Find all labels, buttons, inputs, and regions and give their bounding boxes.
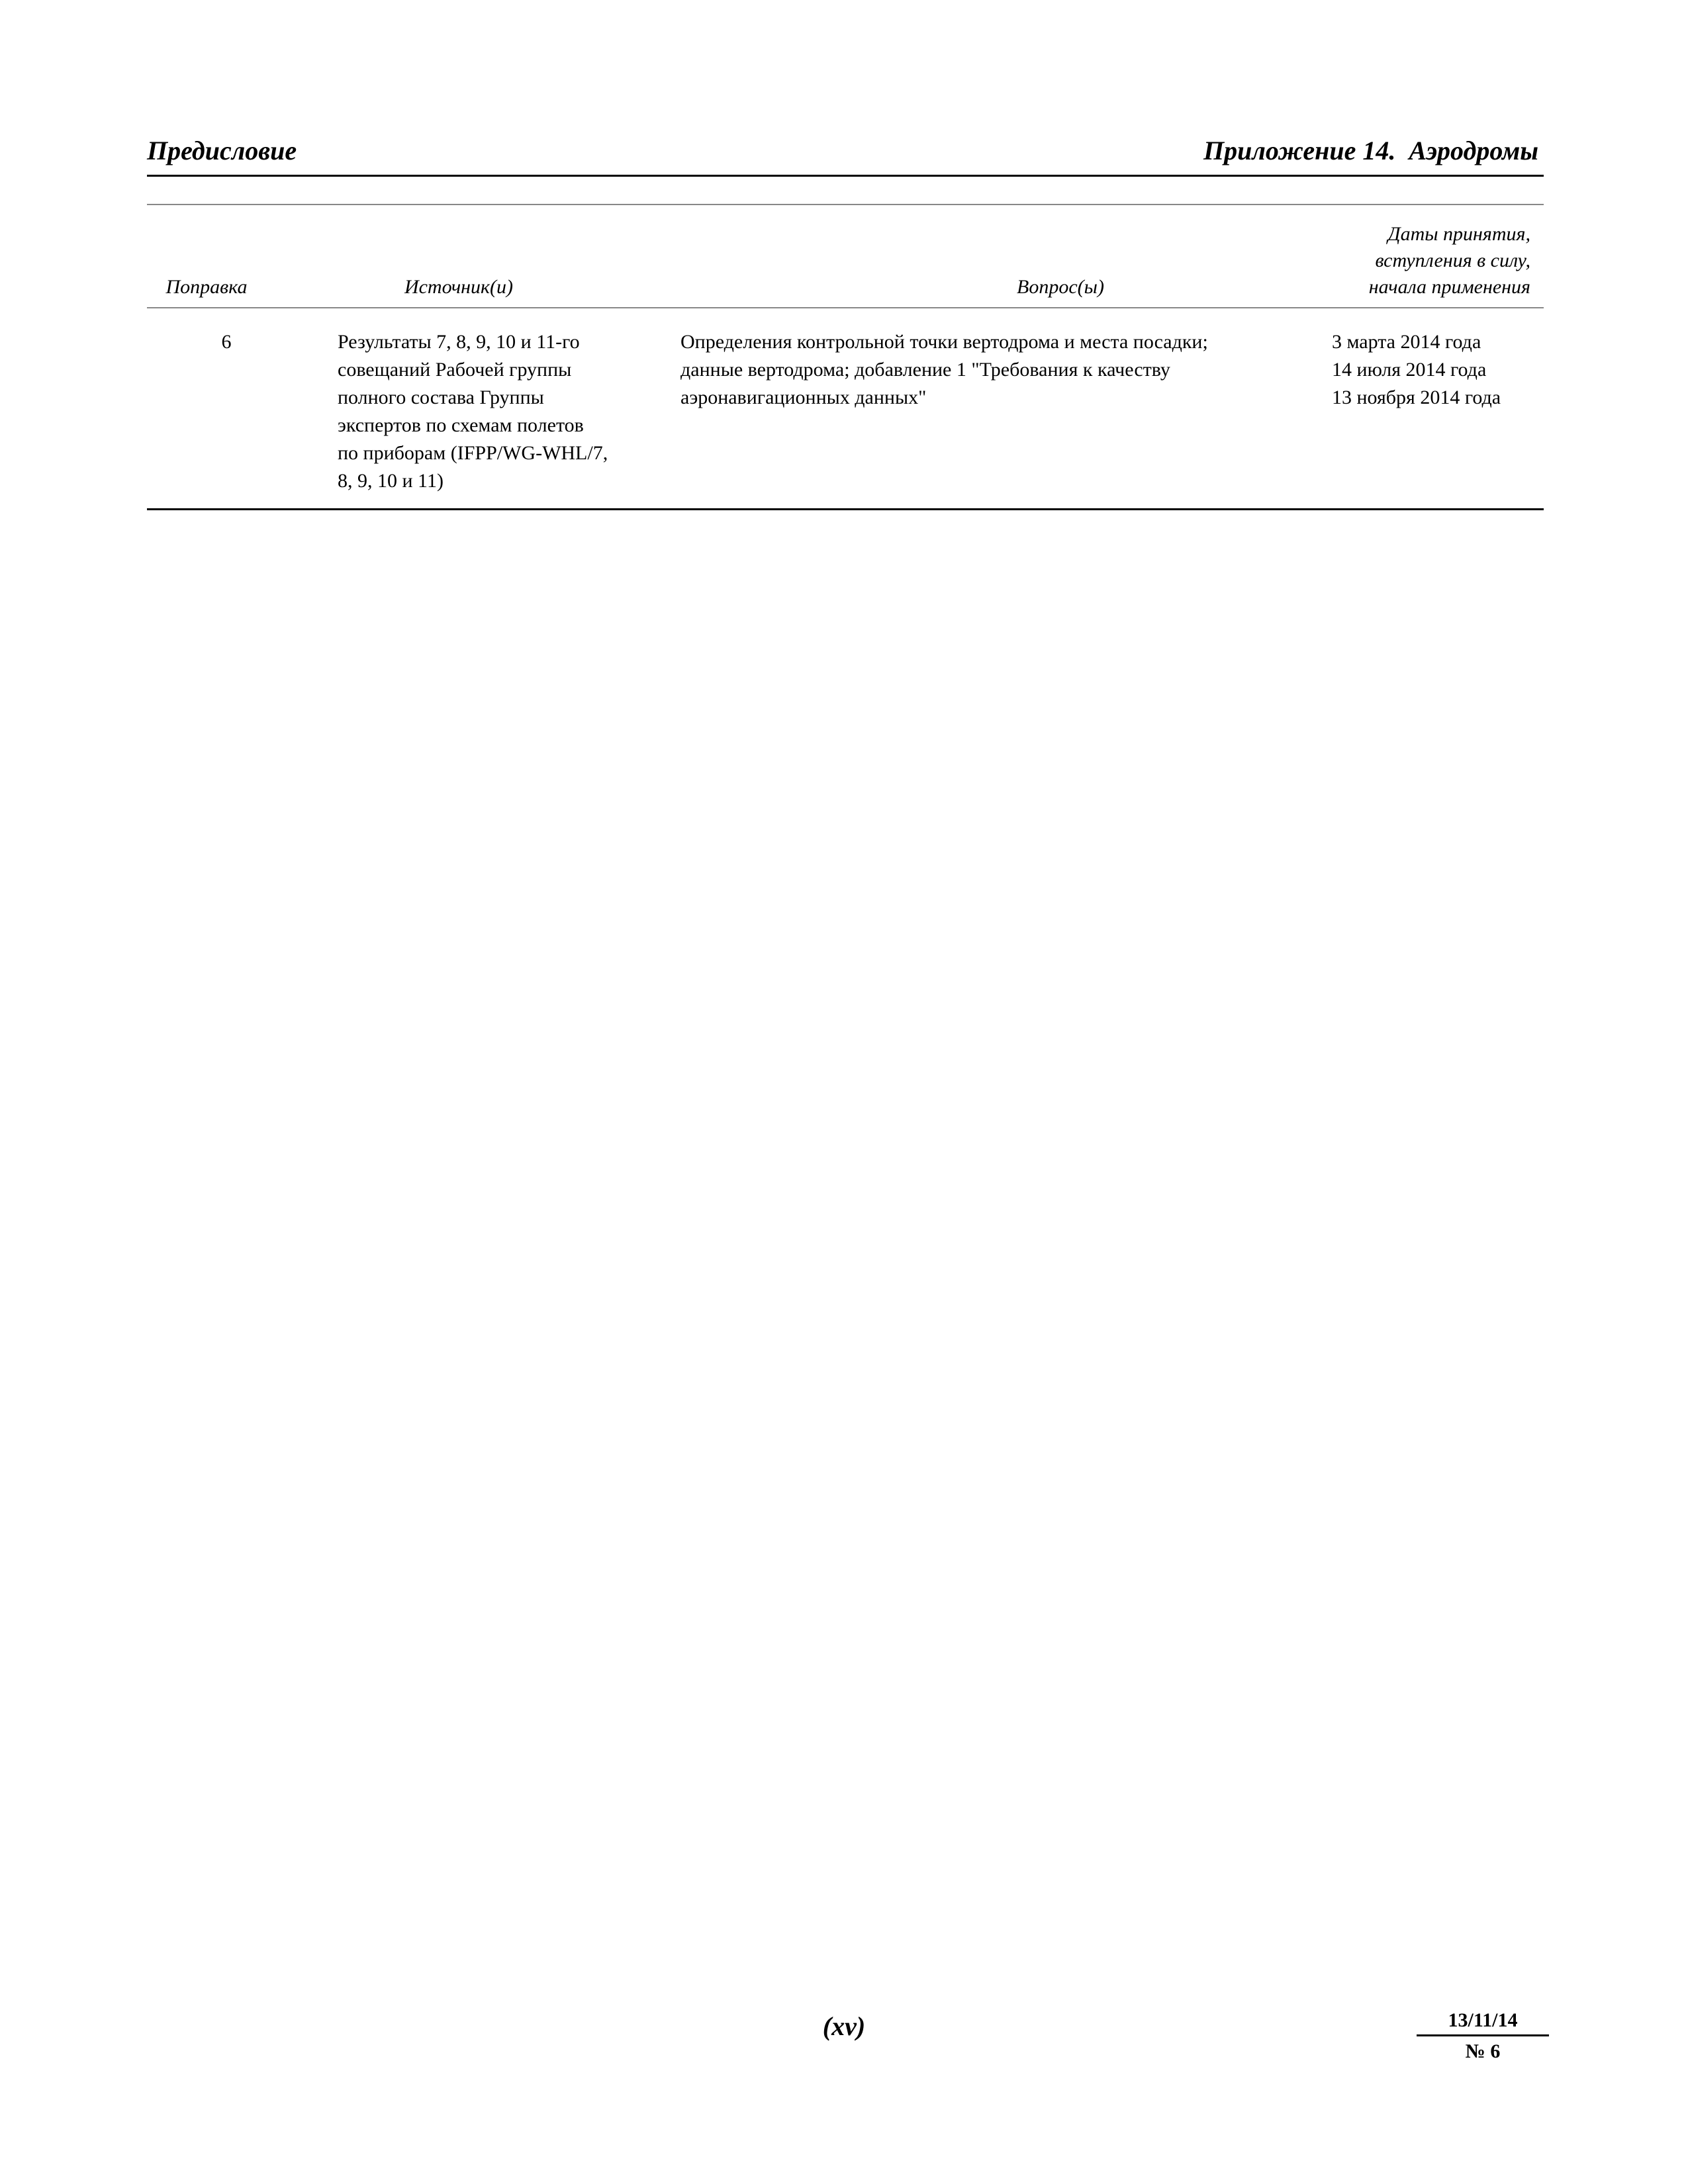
header-document-title: Приложение 14. Аэродромы	[1203, 136, 1538, 165]
cell-date-adopted: 3 марта 2014 года	[1332, 331, 1481, 353]
page-header	[147, 130, 1544, 177]
column-header-dates	[1312, 221, 1530, 300]
cell-subjects-line: Определения контрольной точки вертодрома и места посадки;	[680, 331, 1208, 353]
cell-subjects	[680, 328, 1316, 412]
column-header-amendment: Поправка	[165, 276, 248, 298]
cell-sources	[338, 328, 669, 495]
column-header-sources: Источник(и)	[404, 276, 514, 298]
cell-dates	[1332, 328, 1544, 412]
amendment-stamp	[1417, 2009, 1549, 2063]
header-section-title: Предисловие	[147, 136, 297, 165]
cell-date-effective: 14 июля 2014 года	[1332, 359, 1487, 381]
cell-subjects-line: данные вертодрома; добавление 1 "Требования к качеству	[680, 359, 1170, 381]
table-top-rule	[147, 204, 1544, 205]
cell-sources-line: 8, 9, 10 и 11)	[338, 470, 444, 492]
column-header-dates-line: вступления в силу,	[1375, 250, 1530, 271]
amendment-date: 13/11/14	[1417, 2009, 1549, 2036]
cell-sources-line: Результаты 7, 8, 9, 10 и 11-го	[338, 331, 580, 353]
column-header-dates-line: начала применения	[1368, 276, 1530, 298]
column-header-dates-line: Даты принятия,	[1387, 223, 1530, 245]
cell-sources-line: совещаний Рабочей группы	[338, 359, 572, 381]
table-bottom-rule	[147, 508, 1544, 510]
cell-sources-line: экспертов по схемам полетов	[338, 414, 584, 436]
cell-amendment-number: 6	[221, 331, 232, 353]
cell-date-applicable: 13 ноября 2014 года	[1332, 387, 1501, 408]
cell-sources-line: полного состава Группы	[338, 387, 544, 408]
amendment-number: № 6	[1465, 2040, 1501, 2062]
column-header-subjects: Вопрос(ы)	[1017, 276, 1104, 298]
cell-subjects-line: аэронавигационных данных"	[680, 387, 927, 408]
cell-sources-line: по приборам (IFPP/WG-WHL/7,	[338, 442, 608, 464]
page-number: (xv)	[822, 2011, 866, 2041]
table-header-rule	[147, 307, 1544, 308]
